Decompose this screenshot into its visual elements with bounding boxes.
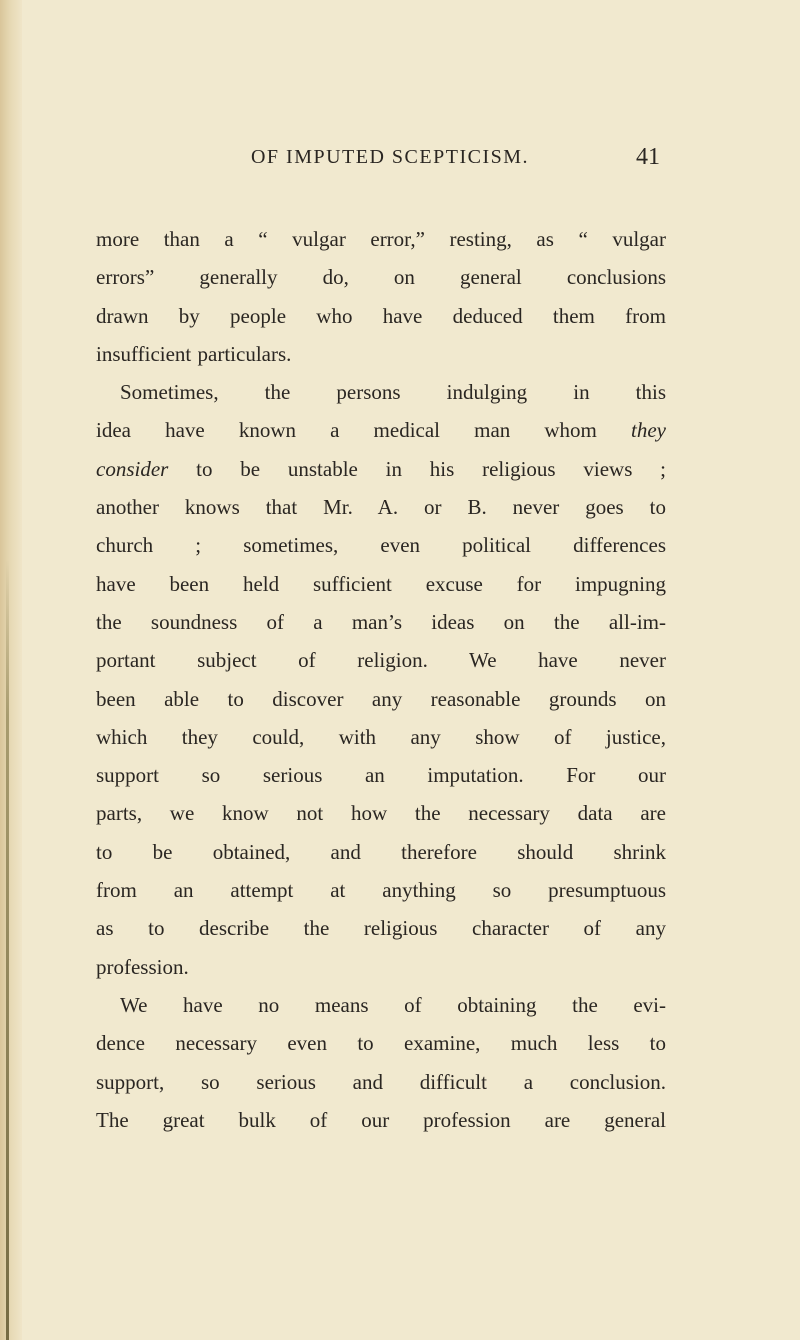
text-line [96,450,666,488]
text-line: to be obtained, and therefore should shrink [96,839,666,864]
running-head [150,146,680,176]
text-line: have been held sufficient excuse for impugning [96,571,666,596]
text-line: portant subject of religion. We have never [96,648,666,673]
page-number: 41 [636,144,660,170]
text-line: church ; sometimes, even political differences [96,533,666,558]
text-line: parts, we know not how the necessary data are [96,801,666,826]
text-segment: to be unstable in his religious views ; [196,456,666,481]
italic-word: they [631,418,667,443]
text-line: dence necessary even to examine, much less to [96,1031,666,1056]
text-line: support, so serious and difficult a conclusion. [96,1069,666,1094]
text-line: drawn by people who have deduced them from [96,303,666,328]
body-text [96,220,666,1139]
text-line: support so serious an imputation. For our [96,763,666,788]
text-line: errors” generally do, on general conclusions [96,265,666,290]
text-line: the soundness of a man’s ideas on the all-im- [96,609,666,634]
text-line [96,411,666,449]
text-line: another knows that Mr. A. or B. never goes to [96,495,666,520]
text-line: Sometimes, the persons indulging in this [120,380,666,405]
text-line: The great bulk of our profession are general [96,1107,666,1132]
text-segment: idea have known a medical man whom [96,418,597,443]
running-title: OF IMPUTED SCEPTICISM. [250,146,530,168]
text-line: more than a “ vulgar error,” resting, as “ vulgar [96,227,666,251]
text-line: as to describe the religious character of any [96,916,666,941]
text-line: from an attempt at anything so presumptuous [96,878,666,903]
text-line: which they could, with any show of justice, [96,724,666,749]
italic-word: consider [96,456,169,481]
text-line: profession. [96,954,189,979]
text-line: been able to discover any reasonable grounds on [96,686,666,711]
text-line: We have no means of obtaining the evi- [120,992,666,1017]
text-line: insufficient particulars. [96,341,292,366]
